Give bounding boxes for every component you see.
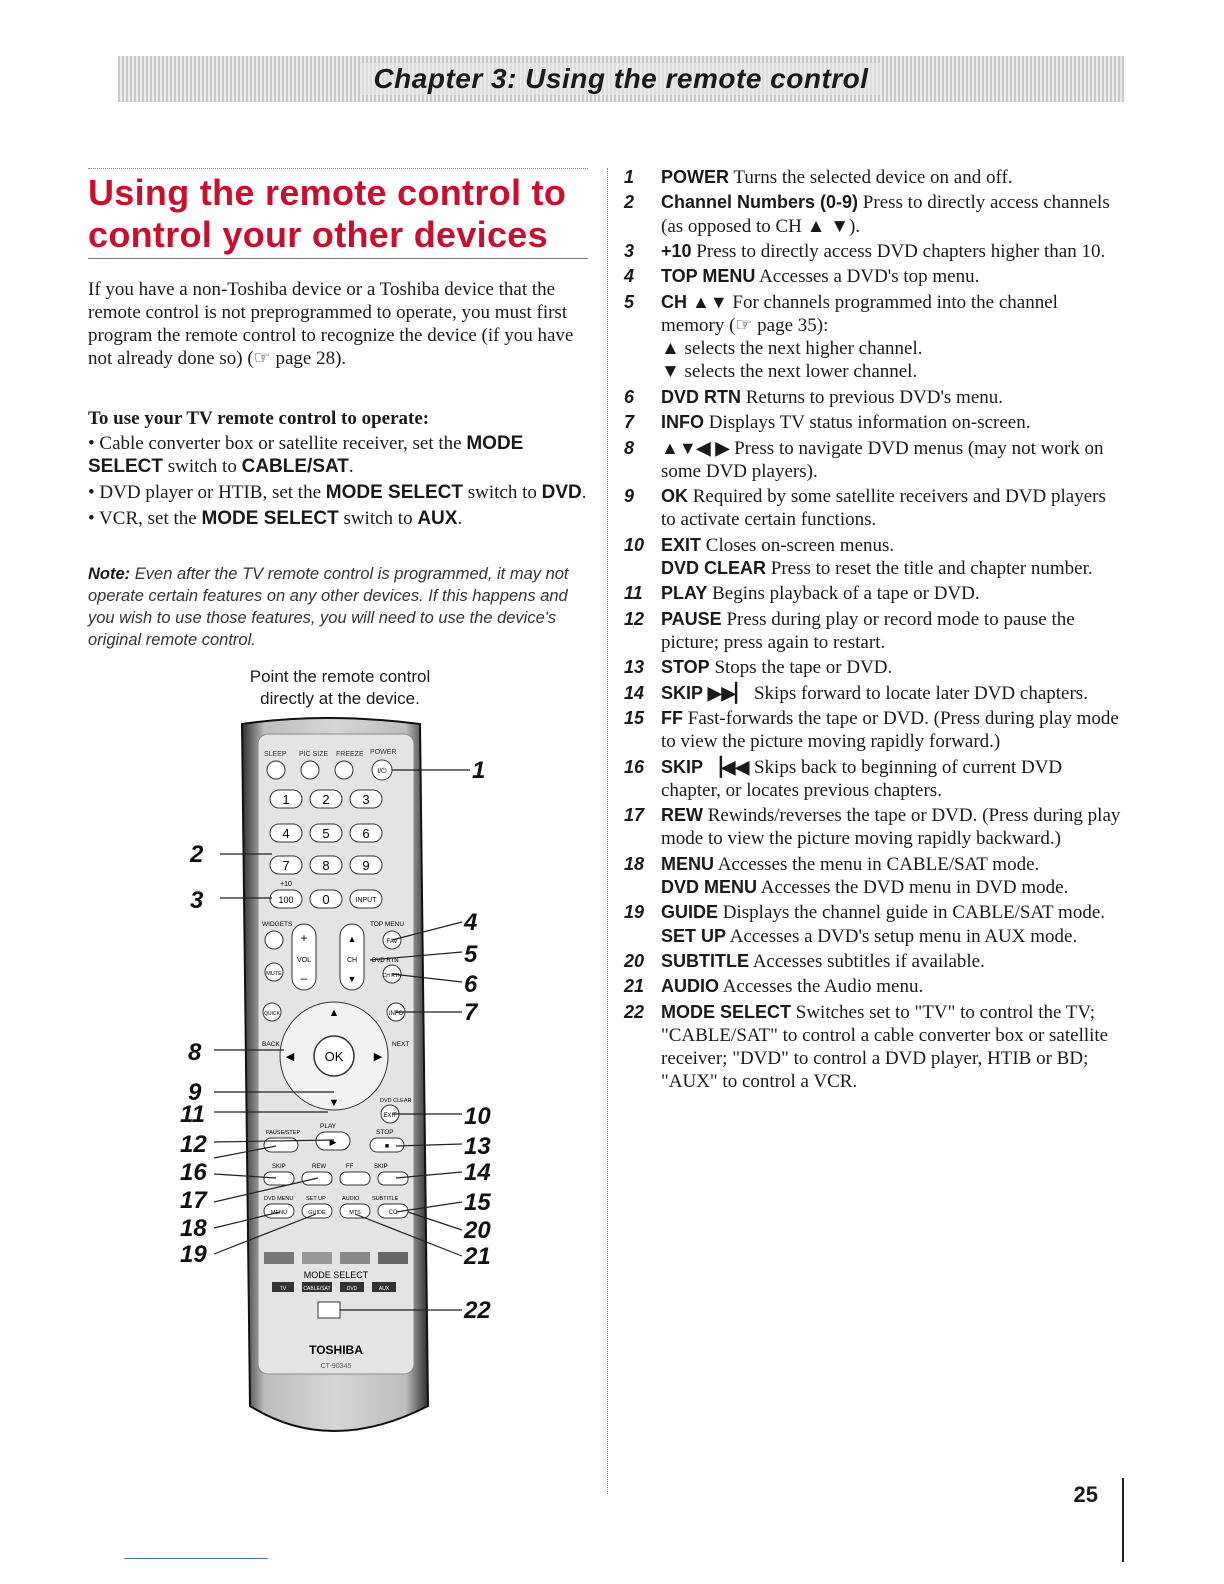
list-item: 21 AUDIO Accesses the Audio menu.: [624, 976, 924, 998]
figure-caption: Point the remote control directly at the device.: [249, 667, 431, 708]
nav-up-icon: ▲: [328, 1007, 340, 1019]
list-item: • DVD player or HTIB, set the MODE SELECT switch to DVD.: [88, 482, 587, 503]
svg-text:SKIP: SKIP: [374, 1164, 388, 1170]
list-item: 20 SUBTITLE Accesses subtitles if available.: [624, 951, 985, 973]
nav-down-icon: ▼: [328, 1097, 340, 1109]
title-rule: [88, 258, 588, 259]
svg-text:FAV: FAV: [386, 939, 398, 945]
freeze-button[interactable]: [335, 761, 353, 779]
callout-4: 4: [464, 909, 478, 936]
note: [88, 563, 588, 651]
list-item: 18 MENU Accesses the menu in CABLE/SAT mode. DVD MENU Accesses the DVD menu in DVD mode.: [624, 853, 1069, 899]
svg-text:–: –: [300, 971, 308, 985]
list-item: • VCR, set the MODE SELECT switch to AUX.: [88, 508, 463, 529]
svg-text:AUDIO: AUDIO: [342, 1196, 360, 1202]
svg-text:TV: TV: [279, 1286, 287, 1292]
svg-text:0: 0: [322, 892, 330, 907]
play-icon: ▶: [329, 1137, 337, 1147]
callout-12: 12: [180, 1131, 207, 1158]
list-item: 22 MODE SELECT Switches set to "TV" to control the TV; "CABLE/SAT" to control a cable converter box or satellite receiver; "DVD" to control a DVD player, HTIB or BD; "AUX" to control a VCR.: [624, 1001, 1109, 1093]
ch-up-icon: ▲: [347, 934, 357, 944]
fast-forward-button[interactable]: [340, 1172, 370, 1185]
picsize-button[interactable]: [301, 761, 319, 779]
list-item: • Cable converter box or satellite receiver, set the MODE SELECT switch to CABLE/SAT.: [88, 433, 524, 477]
plus10-label: +10: [280, 881, 292, 888]
callout-7: 7: [464, 999, 478, 1026]
list-item: 17 REW Rewinds/reverses the tape or DVD. (Press during play mode to view the picture moving rapidly backward.): [624, 805, 1121, 850]
nav-left-icon: ◀: [285, 1051, 295, 1063]
brand-logo: TOSHIBA: [309, 1343, 363, 1357]
mode-bullet-list: [88, 432, 588, 533]
stop-icon: ■: [384, 1143, 390, 1150]
topmenu-label: TOP MENU: [370, 921, 405, 928]
callout-18: 18: [180, 1215, 207, 1242]
svg-text:9: 9: [362, 858, 370, 873]
widgets-button[interactable]: [265, 931, 283, 949]
widgets-label: WIDGETS: [262, 921, 293, 928]
svg-text:DVD: DVD: [346, 1286, 358, 1292]
remote-control-figure: [180, 716, 510, 1442]
svg-text:MUTE: MUTE: [266, 971, 282, 977]
callout-6: 6: [464, 971, 478, 998]
sleep-button[interactable]: [267, 761, 285, 779]
callout-20: 20: [464, 1217, 491, 1244]
svg-text:GUIDE: GUIDE: [308, 1210, 326, 1216]
callout-15: 15: [464, 1189, 491, 1216]
svg-text:CABLE/SAT: CABLE/SAT: [303, 1286, 331, 1292]
footer-rule: [124, 1558, 268, 1559]
svg-text:SUBTITLE: SUBTITLE: [372, 1196, 399, 1202]
note-label: Note:: [88, 565, 131, 583]
list-item: 1 POWER Turns the selected device on and off.: [624, 167, 1013, 188]
svg-text:100: 100: [278, 895, 294, 905]
dvdrtn-label: DVD RTN: [372, 958, 399, 964]
stop-label: STOP: [376, 1129, 394, 1136]
note-text: Even after the TV remote control is programmed, it may not operate certain features on any other devices. If this happens and you wish to use those features, you will need to use the device's original remote control.: [88, 565, 569, 649]
list-item: 19 GUIDE Displays the channel guide in CABLE/SAT mode. SET UP Accesses a DVD's setup menu in AUX mode.: [624, 902, 1106, 947]
callout-22: 22: [464, 1297, 491, 1324]
svg-text:AUX: AUX: [378, 1286, 390, 1292]
color-button-2[interactable]: [302, 1252, 332, 1264]
mode-select-switch[interactable]: [318, 1302, 340, 1318]
callout-19: 19: [180, 1241, 207, 1268]
freeze-label: FREEZE: [336, 751, 364, 758]
svg-text:MTS: MTS: [349, 1210, 361, 1216]
play-label: PLAY: [320, 1123, 337, 1130]
callout-14: 14: [464, 1159, 491, 1186]
list-item: 14 SKIP ▶▶▏ Skips forward to locate later DVD chapters.: [624, 682, 1088, 704]
chapter-title: Chapter 3: Using the remote control: [361, 63, 880, 95]
svg-text:7: 7: [282, 858, 290, 873]
callout-3: 3: [190, 887, 204, 914]
list-item: 2 Channel Numbers (0-9) Press to directly access channels (as opposed to CH ▲ ▼).: [624, 192, 1110, 237]
title-top-rule: [88, 168, 588, 169]
list-item: 11 PLAY Begins playback of a tape or DVD.: [624, 583, 980, 605]
svg-text:VOL: VOL: [296, 957, 312, 964]
list-item: 13 STOP Stops the tape or DVD.: [624, 657, 893, 679]
list-item: 4 TOP MENU Accesses a DVD's top menu.: [624, 266, 980, 288]
svg-text:DVD MENU: DVD MENU: [264, 1196, 294, 1202]
svg-text:INPUT: INPUT: [355, 897, 377, 904]
callout-13: 13: [464, 1133, 491, 1160]
svg-text:REW: REW: [312, 1164, 326, 1170]
callout-10: 10: [464, 1103, 491, 1130]
svg-text:INFO: INFO: [388, 1011, 404, 1017]
list-item: 16 SKIP ▕◀◀ Skips back to beginning of current DVD chapter, or locates previous chapters.: [624, 756, 1063, 801]
callout-21: 21: [464, 1243, 491, 1270]
svg-text:2: 2: [322, 792, 330, 807]
svg-text:OK: OK: [324, 1049, 344, 1064]
callout-9: 9: [188, 1079, 202, 1106]
svg-text:8: 8: [322, 858, 330, 873]
svg-text:4: 4: [282, 826, 290, 841]
pause-label: PAUSE/STEP: [266, 1130, 301, 1136]
use-heading: To use your TV remote control to operate:: [88, 408, 430, 429]
svg-text:CH RTN: CH RTN: [382, 973, 402, 979]
svg-text:3: 3: [362, 792, 370, 807]
list-item: 12 PAUSE Press during play or record mode to pause the picture; press again to restart.: [624, 608, 1075, 653]
list-item: 8 ▲▼◀ ▶ Press to navigate DVD menus (may not work on some DVD players).: [624, 437, 1104, 482]
svg-text:FF: FF: [346, 1164, 354, 1170]
svg-text:SKIP: SKIP: [272, 1164, 286, 1170]
color-button-3[interactable]: [340, 1252, 370, 1264]
svg-text:CC: CC: [388, 1210, 398, 1216]
svg-text:+: +: [300, 931, 308, 945]
list-item: 5 CH ▲▼ For channels programmed into the channel memory (☞ page 35): ▲ selects the next higher channel. ▼ selects the next lower channel.: [624, 291, 1058, 383]
picsize-label: PIC SIZE: [299, 751, 329, 758]
skip-back-button[interactable]: [264, 1172, 294, 1185]
list-item: 9 OK Required by some satellite receivers and DVD players to activate certain functions.: [624, 486, 1106, 531]
color-button-1[interactable]: [264, 1252, 294, 1264]
svg-text:SET UP: SET UP: [306, 1196, 326, 1202]
callout-5: 5: [464, 941, 478, 968]
list-item: 6 DVD RTN Returns to previous DVD's menu.: [624, 386, 1004, 408]
callout-2: 2: [190, 841, 204, 868]
power-label: POWER: [370, 749, 397, 756]
svg-text:QUICK: QUICK: [264, 1011, 280, 1017]
section-title: Using the remote control to control your other devices: [88, 172, 567, 255]
svg-text:6: 6: [362, 826, 370, 841]
chapter-banner: [118, 56, 1124, 102]
button-description-list: [624, 166, 1124, 1096]
callout-17: 17: [180, 1187, 207, 1214]
list-item: 7 INFO Displays TV status information on-screen.: [624, 412, 1031, 434]
page-number: 25: [1073, 1482, 1098, 1507]
color-button-4[interactable]: [378, 1252, 408, 1264]
dvd-clear-label: DVD CLEAR: [380, 1098, 412, 1104]
svg-text:5: 5: [322, 826, 330, 841]
next-button[interactable]: NEXT: [392, 1041, 410, 1048]
intro-paragraph: If you have a non-Toshiba device or a Toshiba device that the remote control is not preprogrammed to operate, you must first program the remote control to recognize the device (if you have not already done so) (☞ page 28).: [88, 279, 574, 369]
callout-11: 11: [180, 1101, 205, 1128]
back-button[interactable]: BACK: [262, 1041, 280, 1048]
callout-1: 1: [472, 757, 486, 784]
ch-down-icon: ▼: [347, 974, 357, 984]
page-number-bar: [1122, 1478, 1124, 1562]
callout-8: 8: [188, 1039, 202, 1066]
svg-text:EXIT: EXIT: [383, 1113, 397, 1119]
svg-text:1: 1: [282, 792, 290, 807]
list-item: 3 +10 Press to directly access DVD chapters higher than 10.: [624, 240, 1106, 262]
callout-16: 16: [180, 1159, 207, 1186]
list-item: 10 EXIT Closes on-screen menus. DVD CLEAR Press to reset the title and chapter number.: [624, 534, 1093, 579]
svg-text:CH: CH: [346, 957, 358, 964]
svg-text:MENU: MENU: [270, 1210, 288, 1216]
sleep-label: SLEEP: [264, 751, 287, 758]
mode-select-label: MODE SELECT: [303, 1270, 369, 1280]
model-number: CT-90345: [320, 1363, 352, 1370]
skip-forward-button[interactable]: [378, 1172, 408, 1185]
list-item: 15 FF Fast-forwards the tape or DVD. (Press during play mode to view the picture moving rapidly forward.): [624, 708, 1119, 753]
power-icon: I/⏻: [377, 768, 387, 775]
nav-right-icon: ▶: [373, 1051, 383, 1063]
column-divider: [607, 168, 608, 1494]
